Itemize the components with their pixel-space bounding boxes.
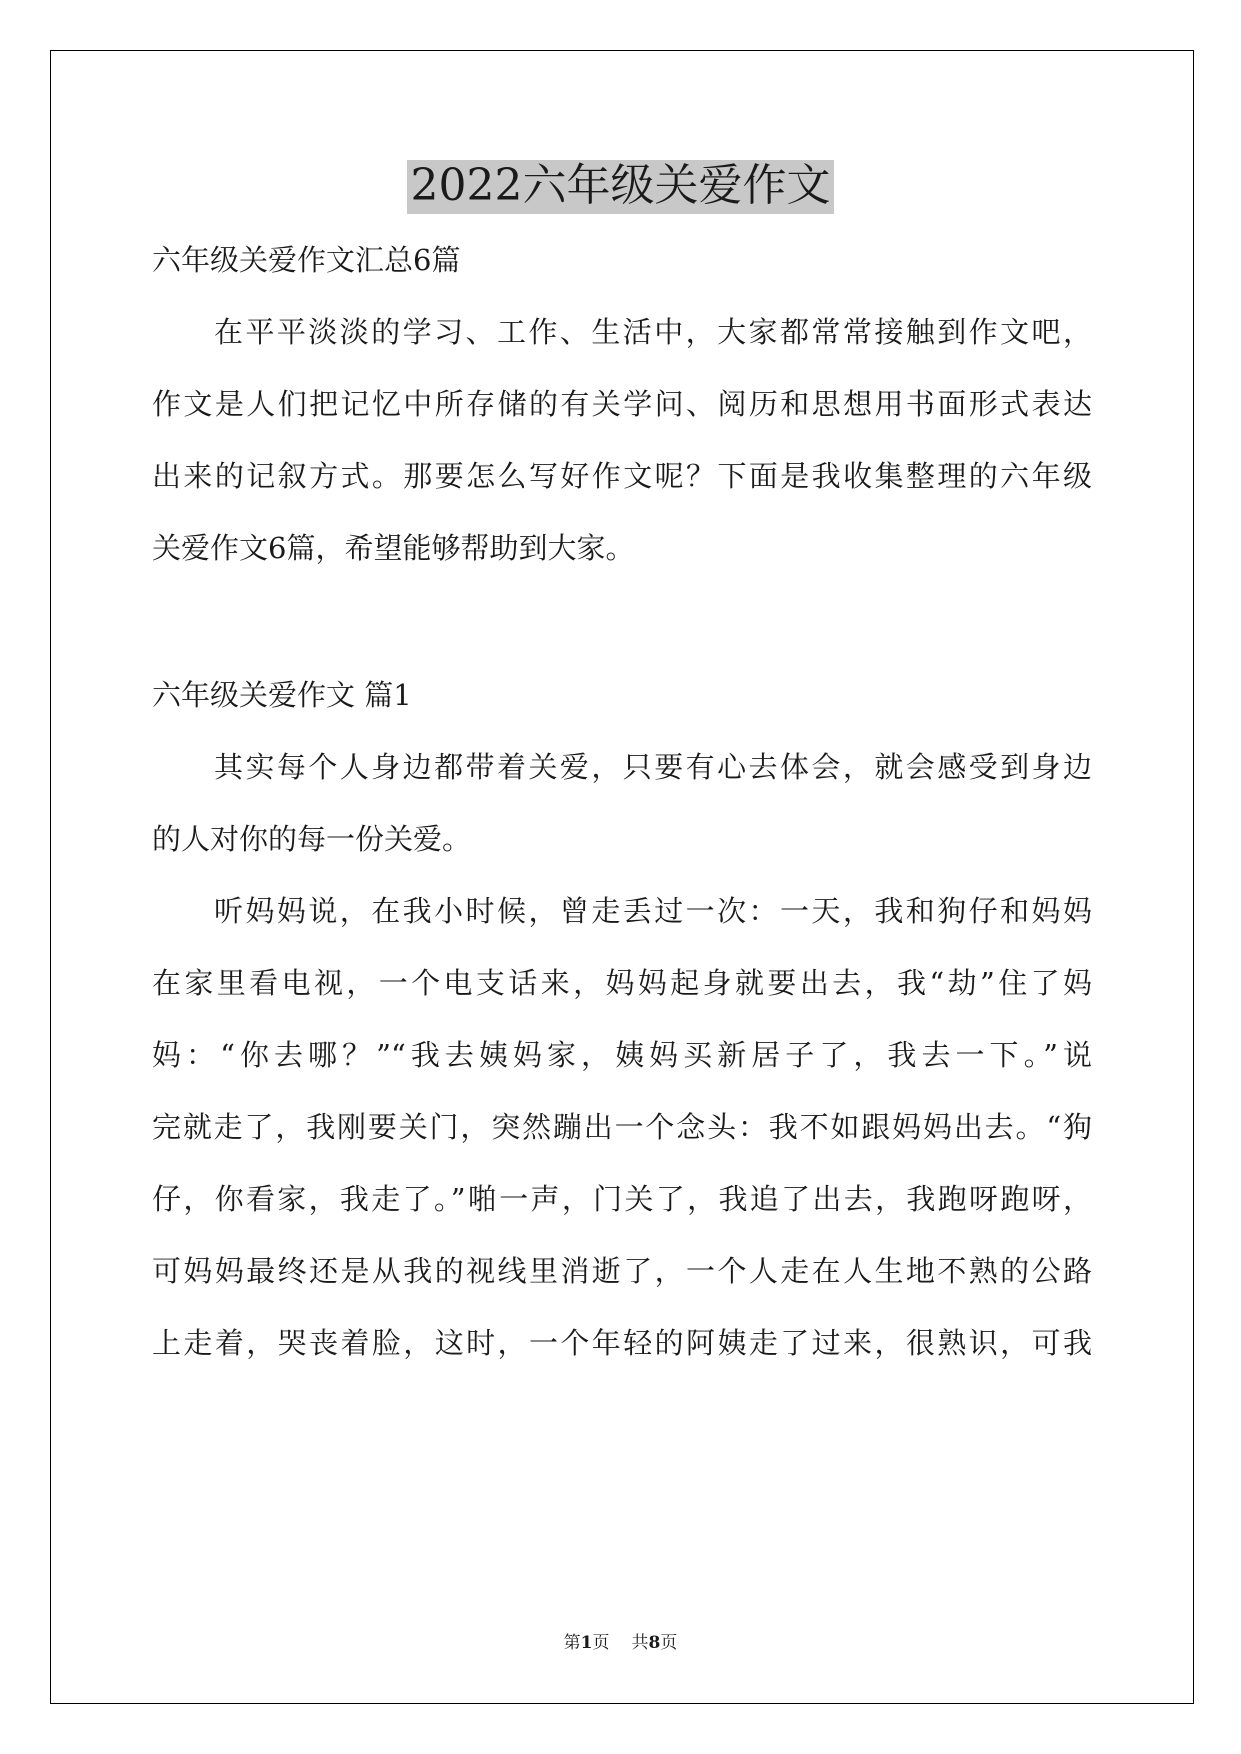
footer-page-unit: 页	[592, 1633, 610, 1653]
para1-line-2: 的人对你的每一份关爱。	[152, 822, 472, 856]
para2-line-3: 妈：“你去哪？”“我去姨妈家，姨妈买新居子了，我去一下。”说	[152, 1038, 1092, 1072]
intro-line-3: 出来的记叙方式。那要怎么写好作文呢？下面是我收集整理的六年级	[152, 459, 1092, 493]
footer-total-unit: 页	[660, 1633, 678, 1653]
footer-total-pages: 8	[648, 1633, 661, 1653]
para2-line-1: 听妈妈说，在我小时候，曾走丢过一次：一天，我和狗仔和妈妈	[214, 894, 1092, 928]
page-footer	[0, 1632, 1241, 1654]
para2-line-7: 上走着，哭丧着脸，这时，一个年轻的阿姨走了过来，很熟识，可我	[152, 1326, 1092, 1360]
para2-line-5: 仔，你看家，我走了。”啪一声，门关了，我追了出去，我跑呀跑呀，	[152, 1182, 1092, 1216]
intro-line-2: 作文是人们把记忆中所存储的有关学问、阅历和思想用书面形式表达	[152, 387, 1092, 421]
document-title-text: 2022六年级关爱作文	[407, 160, 835, 214]
para2-line-6: 可妈妈最终还是从我的视线里消逝了，一个人走在人生地不熟的公路	[152, 1254, 1092, 1288]
para2-line-2: 在家里看电视，一个电支话来，妈妈起身就要出去，我“劫”住了妈	[152, 966, 1092, 1000]
document-subtitle: 六年级关爱作文汇总6篇	[152, 243, 461, 277]
para2-line-4: 完就走了，我刚要关门，突然蹦出一个念头：我不如跟妈妈出去。“狗	[152, 1110, 1092, 1144]
para1-line-1: 其实每个人身边都带着关爱，只要有心去体会，就会感受到身边	[214, 750, 1092, 784]
footer-current-page: 1	[580, 1633, 593, 1653]
page-border	[50, 50, 1194, 1704]
section-heading: 六年级关爱作文 篇1	[152, 678, 412, 712]
intro-line-4: 关爱作文6篇，希望能够帮助到大家。	[152, 531, 635, 565]
intro-line-1: 在平平淡淡的学习、工作、生活中，大家都常常接触到作文吧，	[214, 315, 1092, 349]
footer-total-prefix: 共	[631, 1633, 649, 1653]
footer-prefix: 第	[563, 1633, 581, 1653]
document-title	[0, 160, 1241, 214]
